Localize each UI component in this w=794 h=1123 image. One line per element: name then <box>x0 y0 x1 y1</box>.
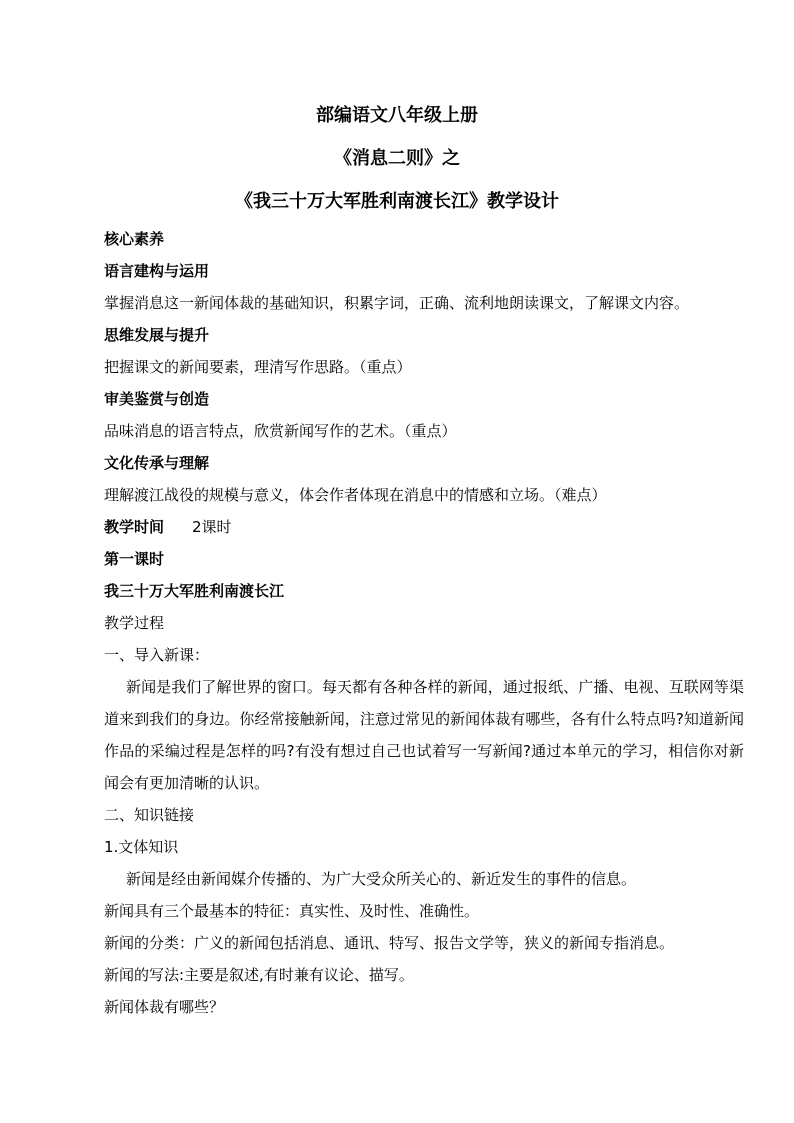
lesson-subtitle: 我三十万大军胜利南渡长江 <box>104 582 285 600</box>
section-title-intro: 一、导入新课： <box>104 646 210 664</box>
subsection-title-genre: 1.文体知识 <box>104 838 179 856</box>
document-title-line1: 部编语文八年级上册 <box>316 105 478 126</box>
knowledge-item: 新闻体裁有哪些？ <box>104 998 225 1016</box>
literacy-item-title: 语言建构与运用 <box>104 262 210 280</box>
process-label: 教学过程 <box>104 614 165 632</box>
literacy-item-title: 审美鉴赏与创造 <box>104 390 210 408</box>
document-title-line2: 《消息二则》之 <box>334 148 460 169</box>
literacy-item-text: 把握课文的新闻要素，理清写作思路。（重点） <box>104 358 412 376</box>
core-literacy-heading: 核心素养 <box>104 230 165 248</box>
knowledge-item: 新闻是经由新闻媒介传播的、为广大受众所关心的、新近发生的事件的信息。 <box>126 870 637 888</box>
section-title-knowledge: 二、知识链接 <box>104 806 195 824</box>
literacy-item-title: 文化传承与理解 <box>104 454 210 472</box>
lesson-heading: 第一课时 <box>104 550 165 568</box>
knowledge-item: 新闻的分类：广义的新闻包括消息、通讯、特写、报告文学等，狭义的新闻专指消息。 <box>104 934 675 952</box>
document-title-line3: 《我三十万大军胜利南渡长江》教学设计 <box>235 191 559 212</box>
literacy-item-text: 掌握消息这一新闻体裁的基础知识，积累字词，正确、流利地朗读课文，了解课文内容。 <box>104 294 690 312</box>
teaching-time-value: 2课时 <box>192 518 232 536</box>
intro-paragraph: 新闻是我们了解世界的窗口。每天都有各种各样的新闻，通过报纸、广播、电视、互联网等渠道来到我们的身边。你经常接触新闻，注意过常见的新闻体裁有哪些，各有什么特点吗?知道新闻作品的采编过程是怎样的吗?有没有想过自己也试着写一写新闻?通过本单元的学习，相信你对新闻会有更加清晰的认识。 <box>104 678 744 792</box>
teaching-time <box>104 516 744 538</box>
teaching-time-label: 教学时间 <box>104 518 165 536</box>
knowledge-item: 新闻的写法:主要是叙述,有时兼有议论、描写。 <box>104 966 414 984</box>
literacy-item-title: 思维发展与提升 <box>104 326 210 344</box>
literacy-item-text: 理解渡江战役的规模与意义，体会作者体现在消息中的情感和立场。（难点） <box>104 486 607 504</box>
literacy-item-text: 品味消息的语言特点，欣赏新闻写作的艺术。（重点） <box>104 422 457 440</box>
knowledge-item: 新闻具有三个最基本的特征：真实性、及时性、准确性。 <box>104 902 480 920</box>
